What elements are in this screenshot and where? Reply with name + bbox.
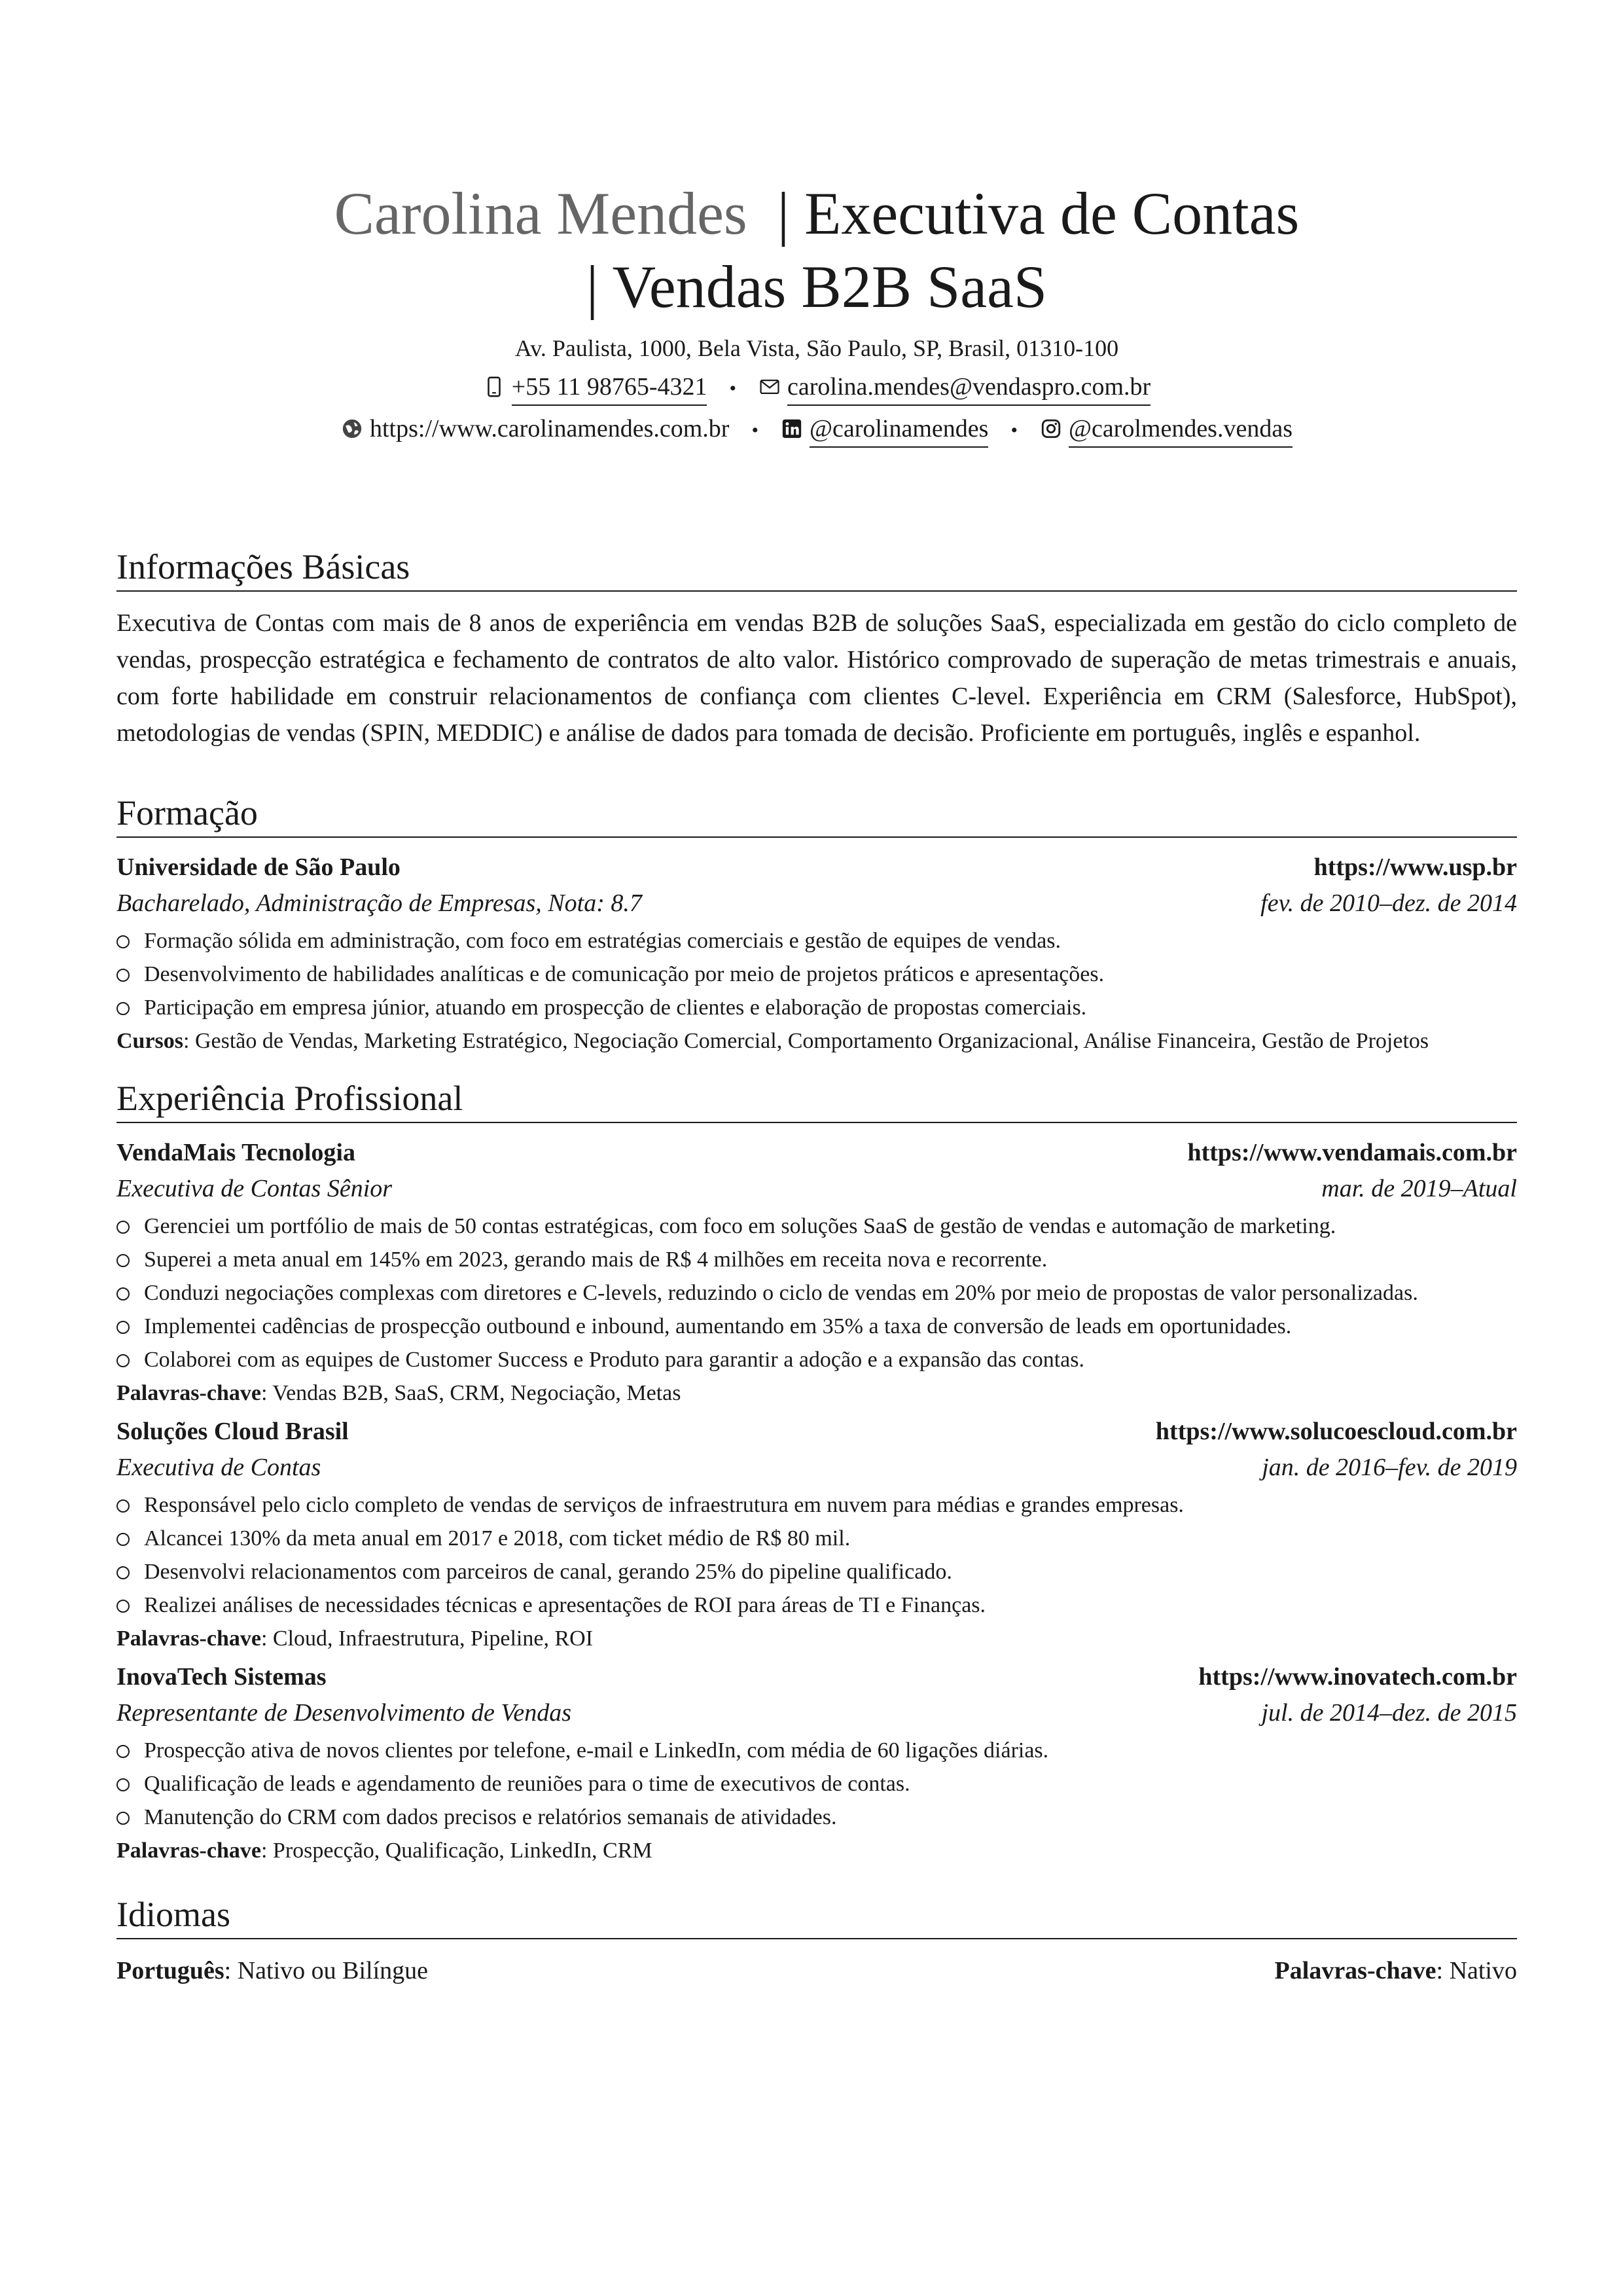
keywords-list: Vendas B2B, SaaS, CRM, Negociação, Metas xyxy=(272,1381,681,1405)
summary-text: Executiva de Contas com mais de 8 anos de experiência em vendas B2B de soluções SaaS, especializada em gestão do ciclo completo de vendas, prospecção estratégica e fechamento de contratos de alto valor. Histórico comprovado de superação de metas trimestrais e anuais, com forte habilidade em construir relacionamentos de confiança com clientes C-level. Experiência em CRM (Salesforce, HubSpot), metodologias de vendas (SPIN, MEDDIC) e análise de dados para tomada de decisão. Proficiente em português, inglês e espanhol. xyxy=(116,609,1517,747)
circle-bullet-icon xyxy=(116,1354,130,1367)
instagram-link[interactable]: @carolmendes.vendas xyxy=(1069,412,1293,448)
language-item: Português: Nativo ou Bilíngue xyxy=(116,1957,429,1984)
company-url[interactable]: https://www.solucoescloud.com.br xyxy=(1155,1418,1517,1445)
job-entry xyxy=(116,1414,1517,1655)
job-keywords: Palavras-chave: Prospecção, Qualificação, LinkedIn, CRM xyxy=(116,1839,652,1863)
courses: Cursos: Gestão de Vendas, Marketing Estratégico, Negociação Comercial, Comportamento Organizacional, Análise Financeira, Gestão de Projetos xyxy=(116,1029,1429,1053)
language-name: Português xyxy=(116,1957,224,1984)
keywords-label: Palavras-chave xyxy=(116,1839,261,1863)
linkedin-contact[interactable] xyxy=(781,412,988,448)
email-link[interactable]: carolina.mendes@vendaspro.com.br xyxy=(787,370,1150,406)
keywords-list: Cloud, Infraestrutura, Pipeline, ROI xyxy=(272,1626,594,1651)
institution-url[interactable]: https://www.usp.br xyxy=(1313,853,1517,881)
company-url[interactable]: https://www.vendamais.com.br xyxy=(1187,1139,1517,1166)
circle-bullet-icon xyxy=(116,1221,130,1234)
section-title: Experiência Profissional xyxy=(116,1077,1517,1123)
section-education xyxy=(116,792,1517,1058)
job-dates: jan. de 2016–fev. de 2019 xyxy=(1262,1454,1517,1481)
job-entry xyxy=(116,1135,1517,1410)
website-contact[interactable] xyxy=(341,412,729,445)
list-item: Responsável pelo ciclo completo de vendas de serviços de infraestrutura em nuvem para médias e grandes empresas. xyxy=(116,1488,1517,1522)
name-title-line-1 xyxy=(116,177,1517,250)
courses-label: Cursos xyxy=(116,1029,184,1053)
resume-header xyxy=(116,177,1517,448)
job-dates: jul. de 2014–dez. de 2015 xyxy=(1261,1699,1517,1727)
circle-bullet-icon xyxy=(116,1002,130,1015)
position: Representante de Desenvolvimento de Vendas xyxy=(116,1699,572,1727)
name-title-line-2 xyxy=(116,250,1517,323)
address: Av. Paulista, 1000, Bela Vista, São Paulo, SP, Brasil, 01310-100 xyxy=(514,335,1119,361)
candidate-name: Carolina Mendes xyxy=(334,180,747,247)
job-highlights xyxy=(116,1734,1517,1834)
company-name: Soluções Cloud Brasil xyxy=(116,1418,349,1445)
phone-link[interactable]: +55 11 98765-4321 xyxy=(512,370,707,406)
entry-header xyxy=(116,1414,1517,1449)
section-basic-info xyxy=(116,546,1517,751)
job-entry xyxy=(116,1659,1517,1867)
education-dates: fev. de 2010–dez. de 2014 xyxy=(1260,889,1517,917)
job-highlights xyxy=(116,1210,1517,1376)
separator-dot: • xyxy=(729,378,736,399)
list-item: Implementei cadências de prospecção outbound e inbound, aumentando em 35% a taxa de conversão de leads em oportunidades. xyxy=(116,1310,1517,1343)
list-item: Superei a meta anual em 145% em 2023, gerando mais de R$ 4 milhões em receita nova e recorrente. xyxy=(116,1243,1517,1276)
instagram-icon xyxy=(1040,418,1062,440)
education-highlights xyxy=(116,924,1517,1024)
company-name: InovaTech Sistemas xyxy=(116,1663,327,1691)
institution-name: Universidade de São Paulo xyxy=(116,853,401,881)
entry-header xyxy=(116,1135,1517,1170)
list-item: Desenvolvimento de habilidades analíticas e de comunicação por meio de projetos práticos e apresentações. xyxy=(116,958,1517,991)
phone-contact[interactable] xyxy=(483,370,707,406)
circle-bullet-icon xyxy=(116,1600,130,1613)
section-experience xyxy=(116,1077,1517,1867)
list-item: Desenvolvi relacionamentos com parceiros de canal, gerando 25% do pipeline qualificado. xyxy=(116,1555,1517,1588)
linkedin-icon xyxy=(781,418,803,440)
globe-icon xyxy=(341,418,363,440)
list-item: Manutenção do CRM com dados precisos e relatórios semanais de atividades. xyxy=(116,1801,1517,1834)
position: Executiva de Contas Sênior xyxy=(116,1175,393,1202)
list-item: Alcancei 130% da meta anual em 2017 e 2018, com ticket médio de R$ 80 mil. xyxy=(116,1522,1517,1555)
position: Executiva de Contas xyxy=(116,1454,321,1481)
job-dates: mar. de 2019–Atual xyxy=(1321,1175,1517,1202)
separator-dot: • xyxy=(751,420,758,441)
list-item: Conduzi negociações complexas com diretores e C-levels, reduzindo o ciclo de vendas em 20% por meio de propostas de valor personalizadas. xyxy=(116,1276,1517,1310)
circle-bullet-icon xyxy=(116,1566,130,1579)
entry-subheader xyxy=(116,885,1517,922)
education-entry xyxy=(116,850,1517,1058)
envelope-icon xyxy=(758,376,781,398)
courses-list: Gestão de Vendas, Marketing Estratégico, Negociação Comercial, Comportamento Organizacional, Análise Financeira, Gestão de Projetos xyxy=(194,1029,1429,1053)
circle-bullet-icon xyxy=(116,935,130,948)
circle-bullet-icon xyxy=(116,1321,130,1334)
separator-dot: • xyxy=(1010,420,1018,441)
circle-bullet-icon xyxy=(116,1745,130,1758)
circle-bullet-icon xyxy=(116,1778,130,1791)
list-item: Colaborei com as equipes de Customer Success e Produto para garantir a adoção e a expansão das contas. xyxy=(116,1343,1517,1376)
keywords-label: Palavras-chave xyxy=(1274,1957,1436,1984)
job-keywords: Palavras-chave: Vendas B2B, SaaS, CRM, Negociação, Metas xyxy=(116,1381,681,1405)
linkedin-link[interactable]: @carolinamendes xyxy=(810,412,988,448)
keywords-label: Palavras-chave xyxy=(116,1626,261,1651)
section-title: Idiomas xyxy=(116,1893,1517,1939)
contact-row-1 xyxy=(116,370,1517,406)
headline-part-1: | Executiva de Contas xyxy=(777,180,1300,247)
entry-subheader xyxy=(116,1695,1517,1731)
section-title: Informações Básicas xyxy=(116,546,1517,592)
degree: Bacharelado, Administração de Empresas, Nota: 8.7 xyxy=(116,889,642,917)
list-item: Realizei análises de necessidades técnicas e apresentações de ROI para áreas de TI e Finanças. xyxy=(116,1588,1517,1622)
circle-bullet-icon xyxy=(116,1499,130,1513)
company-name: VendaMais Tecnologia xyxy=(116,1139,355,1166)
job-highlights xyxy=(116,1488,1517,1622)
instagram-contact[interactable] xyxy=(1040,412,1293,448)
entry-header xyxy=(116,1659,1517,1695)
phone-icon xyxy=(483,376,505,398)
circle-bullet-icon xyxy=(116,1287,130,1300)
section-title: Formação xyxy=(116,792,1517,838)
headline-part-2: | Vendas B2B SaaS xyxy=(586,253,1048,320)
circle-bullet-icon xyxy=(116,1254,130,1267)
job-keywords: Palavras-chave: Cloud, Infraestrutura, Pipeline, ROI xyxy=(116,1626,594,1651)
contact-row-2 xyxy=(116,412,1517,448)
list-item: Gerenciei um portfólio de mais de 50 contas estratégicas, com foco em soluções SaaS de gestão de vendas e automação de marketing. xyxy=(116,1210,1517,1243)
list-item: Formação sólida em administração, com foco em estratégias comerciais e gestão de equipes de vendas. xyxy=(116,924,1517,958)
entry-header xyxy=(116,850,1517,885)
entry-subheader xyxy=(116,1449,1517,1486)
list-item: Qualificação de leads e agendamento de reuniões para o time de executivos de contas. xyxy=(116,1767,1517,1801)
keywords-list: Prospecção, Qualificação, LinkedIn, CRM xyxy=(272,1839,652,1863)
email-contact[interactable] xyxy=(758,370,1150,406)
language-keywords: Palavras-chave: Nativo xyxy=(1274,1957,1517,1984)
list-item: Prospecção ativa de novos clientes por telefone, e-mail e LinkedIn, com média de 60 ligações diárias. xyxy=(116,1734,1517,1767)
circle-bullet-icon xyxy=(116,1812,130,1825)
website-link[interactable]: https://www.carolinamendes.com.br xyxy=(370,415,730,442)
language-fluency: Nativo ou Bilíngue xyxy=(237,1957,429,1984)
entry-subheader xyxy=(116,1170,1517,1207)
list-item: Participação em empresa júnior, atuando em prospecção de clientes e elaboração de propostas comerciais. xyxy=(116,991,1517,1024)
language-entry xyxy=(116,1952,1517,1989)
keywords-label: Palavras-chave xyxy=(116,1381,261,1405)
company-url[interactable]: https://www.inovatech.com.br xyxy=(1198,1663,1517,1691)
circle-bullet-icon xyxy=(116,1533,130,1546)
keywords-list: Nativo xyxy=(1449,1957,1517,1984)
resume-page xyxy=(116,177,1517,1989)
section-languages xyxy=(116,1893,1517,1989)
circle-bullet-icon xyxy=(116,969,130,982)
